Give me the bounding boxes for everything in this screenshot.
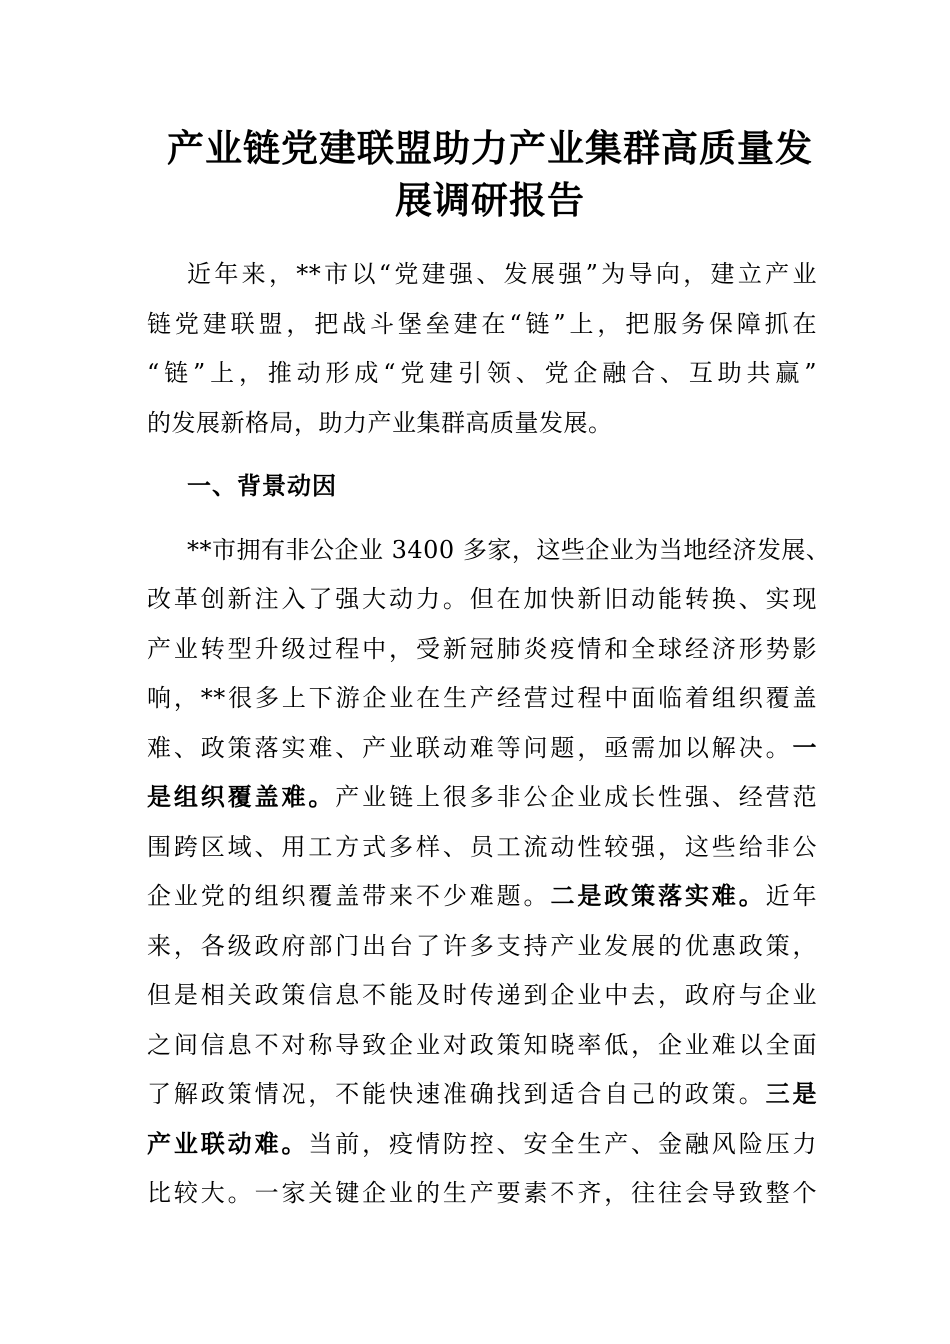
intro-line-1: 近年来，**市以“党建强、发展强”为导向，建立产业	[187, 260, 817, 288]
section-line-12	[147, 1070, 817, 1120]
bold-keyword: 一	[792, 733, 817, 762]
intro-line-3: “链”上，推动形成“党建引领、党企融合、互助共赢”	[147, 359, 817, 387]
section-line-13	[147, 1120, 817, 1170]
line-text: 难、政策落实难、产业联动难等问题，亟需加以解决。	[147, 733, 793, 762]
section-line-3: 产业转型升级过程中，受新冠肺炎疫情和全球经济形势影	[147, 634, 817, 663]
section-line-11: 之间信息不对称导致企业对政策知晓率低，企业难以全面	[147, 1030, 817, 1059]
bold-keyword: 二是政策落实难。	[550, 882, 766, 910]
bold-keyword: 是组织覆盖难。	[147, 783, 336, 811]
line-text: 了解政策情况，不能快速准确找到适合自己的政策。	[147, 1080, 766, 1108]
paragraph-gap	[147, 448, 817, 462]
line-text: 当前，疫情防控、安全生产、金融风险压力	[308, 1129, 817, 1158]
section-line-6	[147, 773, 817, 823]
section-line-8	[147, 872, 817, 922]
section-line-14: 比较大。一家关键企业的生产要素不齐，往往会导致整个	[147, 1179, 817, 1207]
section-line-9: 来，各级政府部门出台了许多支持产业发展的优惠政策，	[147, 931, 817, 960]
title-line-2: 展调研报告	[395, 178, 585, 222]
section-line-5	[147, 724, 817, 774]
bold-keyword: 三是	[765, 1080, 818, 1108]
paragraph-gap	[147, 512, 817, 526]
section-line-1: **市拥有非公企业 3400 多家，这些企业为当地经济发展、	[187, 535, 831, 564]
line-text: 近年	[765, 882, 818, 910]
line-text: 产业链上很多非公企业成长性强、经营范	[335, 783, 818, 811]
section-line-10: 但是相关政策信息不能及时传递到企业中去，政府与企业	[147, 981, 817, 1009]
section-heading: 一、背景动因	[187, 472, 337, 500]
intro-line-2: 链党建联盟，把战斗堡垒建在“链”上，把服务保障抓在	[147, 309, 817, 338]
line-text: 企业党的组织覆盖带来不少难题。	[147, 882, 551, 910]
document-body	[147, 250, 831, 1219]
bold-keyword: 产业联动难。	[147, 1129, 309, 1158]
title-line-1: 产业链党建联盟助力产业集群高质量发	[167, 126, 813, 170]
section-line-2: 改革创新注入了强大动力。但在加快新旧动能转换、实现	[147, 585, 817, 613]
section-line-4: 响，**很多上下游企业在生产经营过程中面临着组织覆盖	[147, 684, 817, 712]
intro-line-4: 的发展新格局，助力产业集群高质量发展。	[147, 408, 613, 437]
section-line-7: 围跨区域、用工方式多样、员工流动性较强，这些给非公	[147, 832, 817, 861]
document-title	[150, 122, 830, 226]
